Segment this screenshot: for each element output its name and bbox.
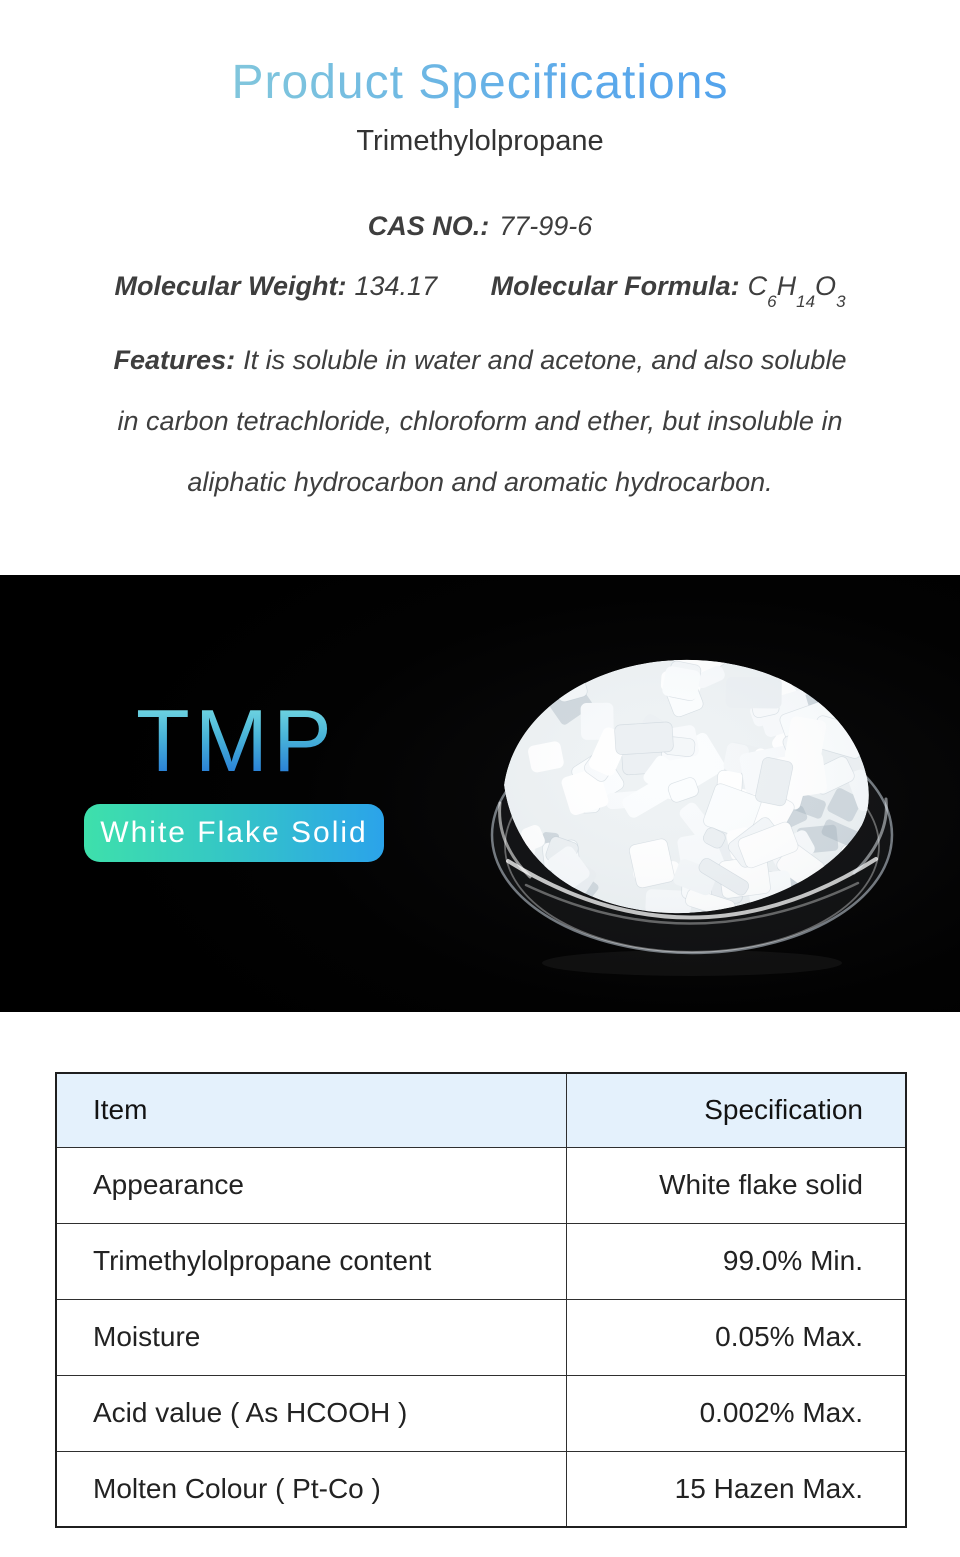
table-row bbox=[56, 1299, 906, 1375]
spec-cell: White flake solid bbox=[566, 1147, 906, 1223]
molecular-formula bbox=[490, 271, 846, 312]
column-header-specification: Specification bbox=[566, 1073, 906, 1147]
hero-section bbox=[0, 575, 960, 1012]
molecular-formula-label: Molecular Formula: bbox=[490, 271, 740, 302]
table-header-row bbox=[56, 1073, 906, 1147]
features-label: Features: bbox=[113, 345, 236, 376]
formula-subscript: 14 bbox=[796, 292, 816, 312]
cas-label: CAS NO.: bbox=[367, 211, 490, 242]
spec-section bbox=[0, 1072, 960, 1528]
spec-table bbox=[55, 1072, 907, 1528]
features-line bbox=[0, 330, 960, 391]
features-text: It is soluble in water and acetone, and also soluble bbox=[243, 345, 847, 376]
formula-element: O bbox=[815, 271, 837, 302]
item-cell: Appearance bbox=[56, 1147, 566, 1223]
formula-element: C bbox=[747, 271, 768, 302]
item-cell: Acid value ( As HCOOH ) bbox=[56, 1375, 566, 1451]
table-row bbox=[56, 1223, 906, 1299]
molecular-weight-label: Molecular Weight: bbox=[114, 271, 347, 302]
column-header-item: Item bbox=[56, 1073, 566, 1147]
formula-element: H bbox=[776, 271, 797, 302]
table-row bbox=[56, 1375, 906, 1451]
intro-section bbox=[0, 0, 960, 575]
product-abbreviation: TMP bbox=[136, 691, 337, 790]
white-flake-solid-badge: White Flake Solid bbox=[84, 804, 384, 862]
features-paragraph bbox=[0, 330, 960, 513]
cas-line bbox=[0, 211, 960, 242]
product-name: Trimethylolpropane bbox=[356, 125, 604, 158]
item-cell: Moisture bbox=[56, 1299, 566, 1375]
spec-cell: 0.002% Max. bbox=[566, 1375, 906, 1451]
cas-value: 77-99-6 bbox=[499, 211, 593, 242]
product-photo-bowl bbox=[486, 633, 900, 983]
formula-subscript: 3 bbox=[836, 292, 846, 312]
molecular-line bbox=[0, 271, 960, 312]
molecular-weight bbox=[114, 271, 444, 301]
molecular-formula-value bbox=[747, 271, 846, 312]
item-cell: Molten Colour ( Pt-Co ) bbox=[56, 1451, 566, 1527]
formula-subscript: 6 bbox=[767, 292, 777, 312]
table-row bbox=[56, 1451, 906, 1527]
bowl-reflection bbox=[542, 950, 842, 976]
molecular-weight-value: 134.17 bbox=[354, 271, 438, 302]
table-row bbox=[56, 1147, 906, 1223]
spec-cell: 99.0% Min. bbox=[566, 1223, 906, 1299]
features-line: aliphatic hydrocarbon and aromatic hydrocarbon. bbox=[187, 467, 773, 498]
features-line: in carbon tetrachloride, chloroform and ether, but insoluble in bbox=[117, 406, 843, 437]
item-cell: Trimethylolpropane content bbox=[56, 1223, 566, 1299]
spec-cell: 15 Hazen Max. bbox=[566, 1451, 906, 1527]
page-title: Product Specifications bbox=[0, 58, 960, 108]
spec-cell: 0.05% Max. bbox=[566, 1299, 906, 1375]
